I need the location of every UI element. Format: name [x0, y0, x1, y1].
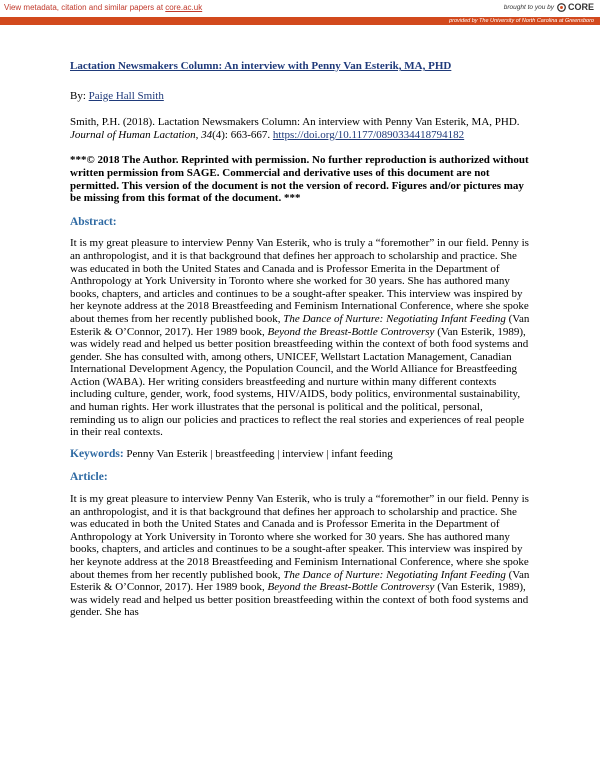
document-page: [70, 60, 530, 628]
abstract-text-2: (Van Esterik & O’Connor, 2017). Her 1989 book,: [70, 312, 530, 338]
brought-to-you-by: [504, 2, 594, 12]
doi-link[interactable]: https://doi.org/10.1177/0890334418794182: [272, 128, 465, 141]
keywords: [70, 448, 530, 461]
by-label: By:: [70, 89, 89, 102]
core-provider-strip: [0, 17, 600, 25]
core-logo-text: CORE: [567, 2, 594, 12]
article-book-1: The Dance of Nurture: Negotiating Infant Feeding: [283, 568, 506, 581]
core-logo-icon: [557, 3, 566, 12]
core-banner-top: [0, 0, 600, 17]
core-banner: [0, 0, 600, 26]
article-paragraph: [70, 493, 530, 619]
core-logo[interactable]: [557, 2, 594, 12]
abstract-text-1: It is my great pleasure to interview Penny Van Esterik, who is truly a “foremother” in our field. Penny is an anthropologist, and it is that background that defines her approach to scholarship and practice. She was educated in both the United States and Canada and is Professor Emerita in the Department of Anthropology at York University in Toronto where she worked for 30 years. She has authored many books, chapters, and articles and continues to be a sought-after speaker. This interview was inspired by her keynote address at the 2018 Breastfeeding and Feminism International Conference, where she spoke about themes from her recently published book,: [70, 237, 529, 325]
citation-journal: Journal of Human Lactation, 34: [70, 128, 213, 141]
provided-by-text: provided by The University of North Carolina at Greensboro: [449, 18, 594, 24]
author-link[interactable]: Paige Hall Smith: [88, 89, 164, 102]
abstract-paragraph: [70, 237, 530, 439]
metadata-link[interactable]: [4, 3, 202, 12]
abstract-text-3: (Van Esterik, 1989), was widely read and helped us better position breastfeeding within the context of both food systems and gender. She has consulted with, among others, UNICEF, Wellstart Lactation Management, Canadian International Development Agency, the Population Council, and the World Alliance for Breastfeeding Action (WABA). Her writing considers breastfeeding and nurture within many different contexts including culture, gender, work, food systems, HIV/AIDS, body politics, environmental sustainability, and human rights. Her work illustrates that the personal is political and the political, personal, reminding us to align our policies and practices to reflect the real stories and experiences of real people in their real contexts.: [70, 325, 529, 439]
citation: [70, 116, 530, 141]
abstract-book-2: Beyond the Breast-Bottle Controversy: [267, 325, 435, 338]
article-text-3: (Van Esterik, 1989), was widely read and helped us better position breastfeeding within the context of both food systems and gender. She has: [70, 581, 529, 619]
keywords-label: Keywords:: [70, 447, 124, 460]
keywords-list: Penny Van Esterik | breastfeeding | interview | infant feeding: [123, 447, 393, 460]
document-title[interactable]: Lactation Newsmakers Column: An interview with Penny Van Esterik, MA, PHD: [70, 60, 452, 72]
article-text-2: (Van Esterik & O’Connor, 2017). Her 1989 book,: [70, 568, 530, 594]
brought-by-text: brought to you by: [503, 3, 554, 11]
copyright-notice: ***© 2018 The Author. Reprinted with permission. No further reproduction is authorized without written permission from SAGE. Commercial and derivative uses of this document are not permitted. This version of the document is not the version of record. Figures and/or pictures may be missing from this format of the document. ***: [70, 154, 529, 205]
metadata-link-text: View metadata, citation and similar papers at: [4, 3, 166, 12]
citation-prefix: Smith, P.H. (2018). Lactation Newsmakers Column: An interview with Penny Van Esterik, MA, PHD.: [70, 116, 520, 129]
metadata-link-domain[interactable]: core.ac.uk: [165, 3, 203, 12]
article-text-1: It is my great pleasure to interview Penny Van Esterik, who is truly a “foremother” in our field. Penny is an anthropologist, and it is that background that defines her approach to scholarship and practice. She was educated in both the United States and Canada and is Professor Emerita in the Department of Anthropology at York University in Toronto where she worked for 30 years. She has authored many books, chapters, and articles and continues to be a sought-after speaker. This interview was inspired by her keynote address at the 2018 Breastfeeding and Feminism International Conference, where she spoke about themes from her recently published book,: [70, 493, 529, 581]
byline: [70, 90, 530, 103]
article-book-2: Beyond the Breast-Bottle Controversy: [267, 581, 435, 594]
article-heading: Article:: [70, 471, 108, 484]
citation-issue: (4): 663-667.: [212, 128, 273, 141]
abstract-heading: Abstract:: [70, 215, 117, 228]
abstract-book-1: The Dance of Nurture: Negotiating Infant Feeding: [283, 312, 506, 325]
